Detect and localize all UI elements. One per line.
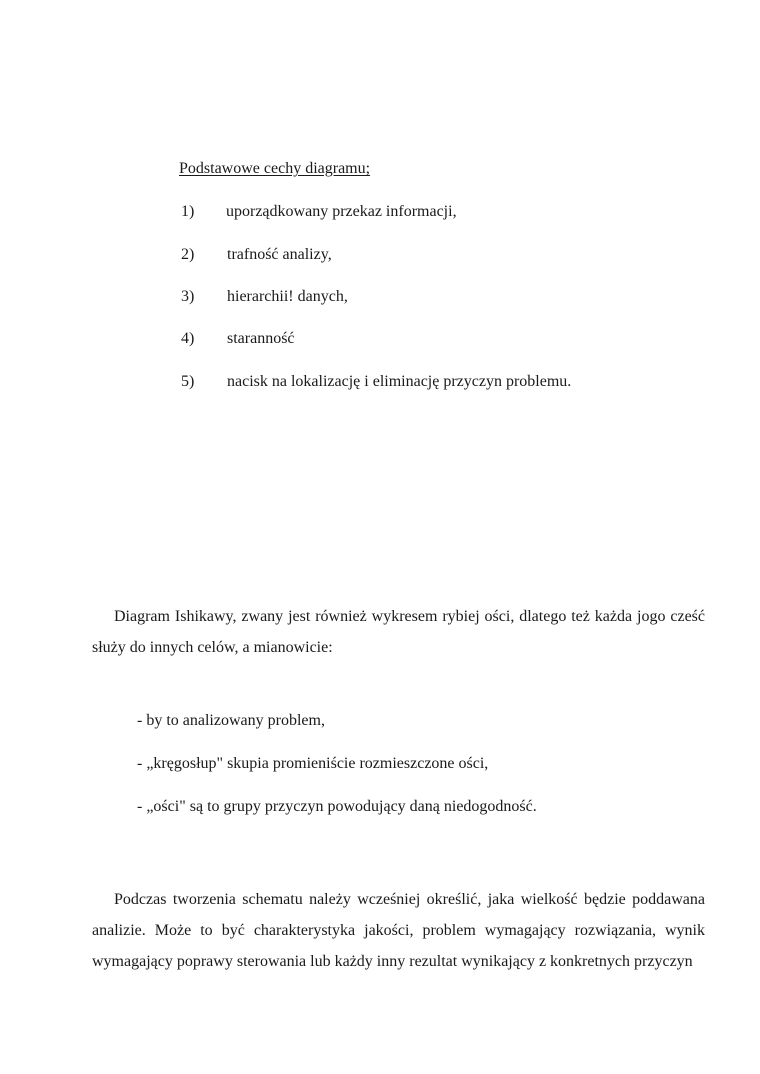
list-item-number: 5)	[181, 373, 195, 390]
fishbone-part-item: - „ości" są to grupy przyczyn powodujący daną niedogodność.	[137, 798, 537, 815]
fishbone-part-item: - by to analizowany problem,	[137, 712, 325, 729]
list-item	[181, 202, 457, 222]
list-item-number: 2)	[181, 246, 195, 263]
list-item-number: 1)	[181, 203, 195, 220]
fishbone-part-item: - „kręgosłup" skupia promieniście rozmieszczone ości,	[137, 755, 489, 772]
list-item-text: hierarchii! danych,	[227, 288, 348, 305]
features-heading: Podstawowe cechy diagramu;	[179, 160, 371, 177]
list-item	[181, 329, 295, 349]
list-item-text: staranność	[227, 330, 295, 347]
list-item-number: 3)	[181, 288, 195, 305]
list-item-text: nacisk na lokalizację i eliminację przyczyn problemu.	[227, 373, 572, 390]
list-item	[181, 245, 332, 265]
closing-paragraph: Podczas tworzenia schematu należy wcześniej określić, jaka wielkość będzie poddawana analizie. Może to być charakterystyka jakości, problem wymagający rozwiązania, wynik wymagający poprawy sterowania lub każdy inny rezultat wynikający z konkretnych przyczyn	[92, 891, 705, 970]
list-item	[181, 372, 571, 392]
list-item-number: 4)	[181, 330, 195, 347]
list-item-text: uporządkowany przekaz informacji,	[226, 203, 457, 220]
intro-paragraph: Diagram Ishikawy, zwany jest również wykresem rybiej ości, dlatego też każda jogo cześć służy do innych celów, a mianowicie:	[92, 608, 705, 656]
list-item	[181, 287, 348, 307]
list-item-text: trafność analizy,	[227, 246, 332, 263]
